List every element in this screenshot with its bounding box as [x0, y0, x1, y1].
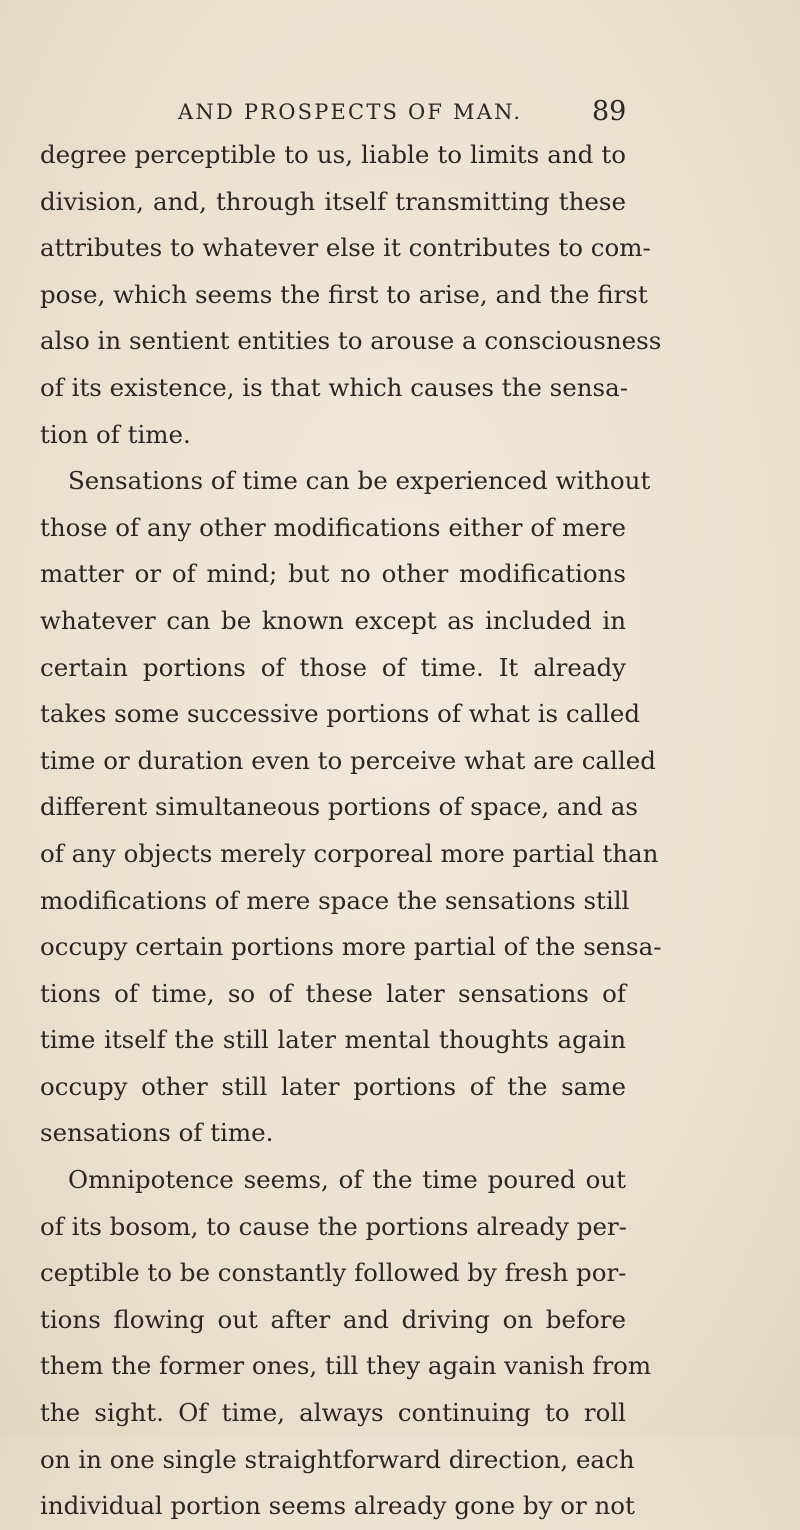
text-line: them the former ones, till they again vanish from	[40, 1351, 652, 1381]
running-title: AND PROSPECTS OF MAN.	[178, 100, 523, 124]
text-line: individual portion seems already gone by or not	[40, 1491, 635, 1521]
text-line: pose, which seems the first to arise, and the first	[40, 279, 648, 309]
text-line: modifications of mere space the sensations still	[40, 885, 630, 915]
text-line: different simultaneous portions of space, and as	[40, 792, 638, 822]
text-line: the sight. Of time, always continuing to roll	[40, 1398, 626, 1428]
text-line: ceptible to be constantly followed by fresh por-	[40, 1258, 627, 1288]
text-line: matter or of mind; but no other modifications	[40, 559, 626, 589]
text-line: also in sentient entities to arouse a consciousness	[40, 326, 662, 356]
paragraph-3	[40, 1157, 652, 1530]
text-line: those of any other modifications either of mere	[40, 512, 626, 542]
running-head	[0, 92, 800, 132]
text-line: tion of time.	[40, 419, 191, 449]
text-line: degree perceptible to us, liable to limits and to	[40, 140, 626, 169]
text-line: attributes to whatever else it contributes to com-	[40, 233, 651, 263]
text-line: occupy other still later portions of the same	[40, 1071, 626, 1101]
text-line: occupy certain portions more partial of the sensa-	[40, 932, 662, 962]
text-line: time itself the still later mental thoughts again	[40, 1025, 626, 1055]
paragraph-1	[40, 132, 662, 458]
text-line: takes some successive portions of what is called	[40, 699, 641, 729]
text-line: tions of time, so of these later sensations of	[40, 978, 626, 1008]
paragraph-2	[40, 458, 662, 1157]
text-line: of its bosom, to cause the portions already per-	[40, 1211, 627, 1241]
text-line: of its existence, is that which causes the sensa-	[40, 372, 628, 402]
text-line: of any objects merely corporeal more partial than	[40, 838, 659, 868]
text-line: on in one single straightforward direction, each	[40, 1444, 635, 1474]
text-line: Sensations of time can be experienced without	[68, 466, 651, 496]
page-number: 89	[592, 96, 627, 127]
text-line: Omnipotence seems, of the time poured out	[68, 1165, 626, 1195]
text-line: division, and, through itself transmitting these	[40, 186, 626, 216]
text-line: tions flowing out after and driving on before	[40, 1304, 626, 1334]
text-line: sensations of time.	[40, 1118, 274, 1148]
body-text	[40, 132, 662, 1530]
text-line: whatever can be known except as included in	[40, 605, 626, 635]
text-line: time or duration even to perceive what are called	[40, 745, 656, 775]
text-line: certain portions of those of time. It already	[40, 652, 626, 682]
